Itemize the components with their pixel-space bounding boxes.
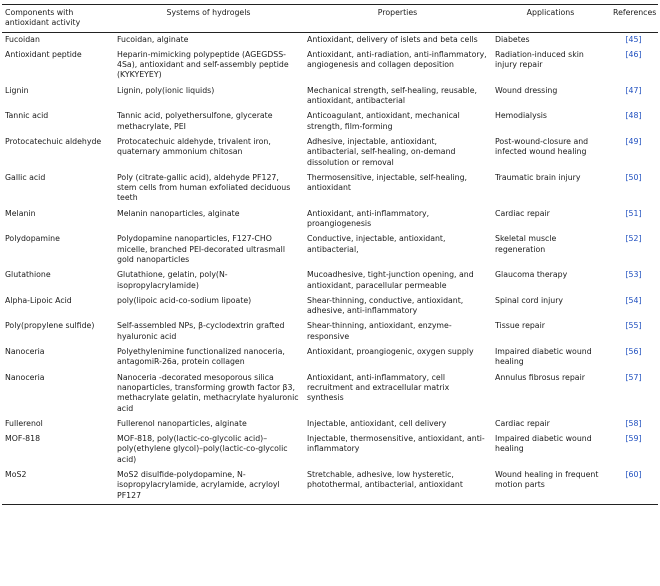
cell-component: Melanin (5, 208, 36, 218)
cell-reference (610, 32, 658, 48)
table-row (2, 109, 658, 135)
cell-component: Fullerenol (5, 418, 43, 428)
table-row (2, 345, 658, 371)
table-row (2, 371, 658, 417)
cell-component: Glutathione (5, 270, 51, 280)
cell-applications: Impaired diabetic wound healing (495, 434, 592, 454)
table-row (2, 32, 658, 48)
cell-properties: Antioxidant, proangiogenic, oxygen supply (307, 347, 474, 357)
cell-reference (610, 417, 658, 432)
cell-properties: Stretchable, adhesive, low hysteretic, photothermal, antibacterial, antioxidant (307, 469, 463, 490)
table-row (2, 84, 658, 110)
cell-properties: Mechanical strength, self-healing, reusable, antioxidant, antibacterial (307, 85, 478, 106)
table-row (2, 171, 658, 207)
cell-properties: Shear-thinning, conductive, antioxidant, adhesive, anti-inflammatory (307, 295, 464, 316)
cell-reference (610, 171, 658, 207)
cell-component: MOF-818 (5, 434, 41, 444)
cell-systems: Tannic acid, polyethersulfone, glycerate methacrylate, PEI (117, 111, 273, 131)
cell-reference (610, 84, 658, 110)
cell-reference (610, 432, 658, 468)
reference-link[interactable]: [46] (625, 49, 642, 59)
cell-applications: Post-wound-closure and infected wound healing (495, 136, 589, 157)
cell-systems: Fullerenol nanoparticles, alginate (117, 418, 247, 428)
header-component: Components with antioxidant activity (5, 8, 81, 28)
cell-properties: Antioxidant, delivery of islets and beta cells (307, 34, 478, 44)
cell-component: Nanoceria (5, 347, 45, 357)
cell-reference (610, 48, 658, 84)
cell-component: Tannic acid (5, 111, 49, 121)
cell-applications: Spinal cord injury (495, 295, 564, 305)
cell-reference (610, 232, 658, 268)
cell-component: Fucoidan (5, 34, 40, 44)
reference-link[interactable]: [55] (625, 321, 642, 331)
cell-reference (610, 468, 658, 504)
cell-component: Polydopamine (5, 234, 60, 244)
cell-systems: Heparin-mimicking polypeptide (AGEGDSS-4Sa), antioxidant and self-assembly peptide (KYKYEYEY) (117, 49, 289, 80)
cell-component: Alpha-Lipoic Acid (5, 295, 72, 305)
cell-properties: Injectable, thermosensitive, antioxidant, anti-inflammatory (307, 434, 485, 454)
cell-applications: Tissue repair (495, 321, 545, 331)
header-systems: Systems of hydrogels (166, 8, 251, 17)
cell-reference (610, 268, 658, 294)
cell-systems: Polydopamine nanoparticles, F127-CHO micelle, branched PEI-decorated ultrasmall gold nanoparticles (117, 234, 285, 264)
header-references: References (613, 8, 657, 17)
table-row (2, 417, 658, 432)
reference-link[interactable]: [51] (625, 208, 642, 218)
cell-component: Nanoceria (5, 372, 45, 382)
cell-properties: Antioxidant, anti-inflammatory, proangiogenesis (307, 208, 430, 229)
cell-properties: Conductive, injectable, antioxidant, antibacterial, (307, 234, 446, 254)
reference-link[interactable]: [56] (625, 347, 642, 357)
reference-link[interactable]: [47] (625, 85, 642, 95)
cell-applications: Wound healing in frequent motion parts (495, 469, 599, 490)
cell-systems: Polyethylenimine functionalized nanoceria, antagomiR-26a, protein collagen (117, 347, 285, 367)
cell-applications: Wound dressing (495, 85, 558, 95)
cell-systems: Glutathione, gelatin, poly(N-isopropylacrylamide) (117, 270, 228, 290)
cell-reference (610, 207, 658, 233)
cell-component: Antioxidant peptide (5, 49, 82, 59)
table-row (2, 319, 658, 345)
cell-systems: Poly (citrate-gallic acid), aldehyde PF127, stem cells from human exfoliated deciduous teeth (117, 172, 291, 203)
cell-properties: Mucoadhesive, tight-junction opening, and antioxidant, paracellular permeable (307, 270, 474, 290)
reference-link[interactable]: [59] (625, 434, 642, 444)
cell-properties: Injectable, antioxidant, cell delivery (307, 418, 447, 428)
cell-applications: Traumatic brain injury (495, 172, 581, 182)
cell-component: Gallic acid (5, 172, 46, 182)
table-row (2, 294, 658, 320)
cell-reference (610, 109, 658, 135)
reference-link[interactable]: [60] (625, 469, 642, 479)
cell-reference (610, 135, 658, 171)
table-row (2, 135, 658, 171)
cell-applications: Cardiac repair (495, 418, 550, 428)
reference-link[interactable]: [52] (625, 234, 642, 244)
table-header-row (2, 5, 658, 33)
cell-properties: Antioxidant, anti-inflammatory, cell recruitment and extracellular matrix synthesis (307, 372, 450, 403)
cell-reference (610, 294, 658, 320)
reference-link[interactable]: [48] (625, 111, 642, 121)
cell-systems: Nanoceria -decorated mesoporous silica nanoparticles, transforming growth factor β3, methacrylate gelatin, methacrylate hyaluronic acid (117, 372, 299, 413)
cell-applications: Annulus fibrosus repair (495, 372, 585, 382)
cell-component: Lignin (5, 85, 29, 95)
cell-applications: Glaucoma therapy (495, 270, 568, 280)
cell-properties: Anticoagulant, antioxidant, mechanical strength, film-forming (307, 111, 460, 131)
cell-applications: Diabetes (495, 34, 530, 44)
cell-reference (610, 319, 658, 345)
cell-systems: Lignin, poly(ionic liquids) (117, 85, 215, 95)
header-properties: Properties (377, 8, 418, 17)
table-row (2, 48, 658, 84)
cell-component: Poly(propylene sulfide) (5, 321, 95, 331)
cell-systems: MOF-818, poly(lactic-co-glycolic acid)–poly(ethylene glycol)–poly(lactic-co-glycolic acid) (117, 434, 288, 464)
cell-properties: Shear-thinning, antioxidant, enzyme-responsive (307, 321, 452, 341)
cell-applications: Cardiac repair (495, 208, 550, 218)
cell-systems: Melanin nanoparticles, alginate (117, 208, 240, 218)
cell-systems: MoS2 disulfide-polydopamine, N-isopropylacrylamide, acrylamide, acryloyl PF127 (117, 469, 280, 500)
reference-link[interactable]: [45] (625, 34, 642, 44)
cell-systems: poly(lipoic acid-co-sodium lipoate) (117, 295, 252, 305)
cell-systems: Protocatechuic aldehyde, trivalent iron, quaternary ammonium chitosan (117, 136, 271, 157)
cell-component: MoS2 (5, 469, 27, 479)
cell-properties: Thermosensitive, injectable, self-healing, antioxidant (307, 172, 467, 193)
table-row (2, 468, 658, 504)
cell-systems: Fucoidan, alginate (117, 34, 189, 44)
cell-properties: Adhesive, injectable, antioxidant, antibacterial, self-healing, on-demand dissolution or removal (307, 136, 456, 167)
cell-applications: Radiation-induced skin injury repair (495, 49, 584, 70)
table-row (2, 268, 658, 294)
reference-link[interactable]: [58] (625, 418, 642, 428)
cell-systems: Self-assembled NPs, β-cyclodextrin grafted hyaluronic acid (117, 321, 285, 341)
table-row (2, 232, 658, 268)
cell-reference (610, 345, 658, 371)
cell-applications: Impaired diabetic wound healing (495, 347, 592, 367)
table-row (2, 432, 658, 468)
reference-link[interactable]: [53] (625, 270, 642, 280)
cell-properties: Antioxidant, anti-radiation, anti-inflammatory, angiogenesis and collagen deposition (307, 49, 487, 70)
cell-reference (610, 371, 658, 417)
table-body (2, 32, 658, 504)
reference-link[interactable]: [54] (625, 295, 642, 305)
cell-component: Protocatechuic aldehyde (5, 136, 102, 146)
reference-link[interactable]: [49] (625, 136, 642, 146)
reference-link[interactable]: [50] (625, 172, 642, 182)
hydrogel-table (2, 4, 658, 505)
table-row (2, 207, 658, 233)
header-applications: Applications (526, 8, 575, 17)
cell-applications: Skeletal muscle regeneration (495, 234, 557, 254)
reference-link[interactable]: [57] (625, 372, 642, 382)
cell-applications: Hemodialysis (495, 111, 547, 121)
